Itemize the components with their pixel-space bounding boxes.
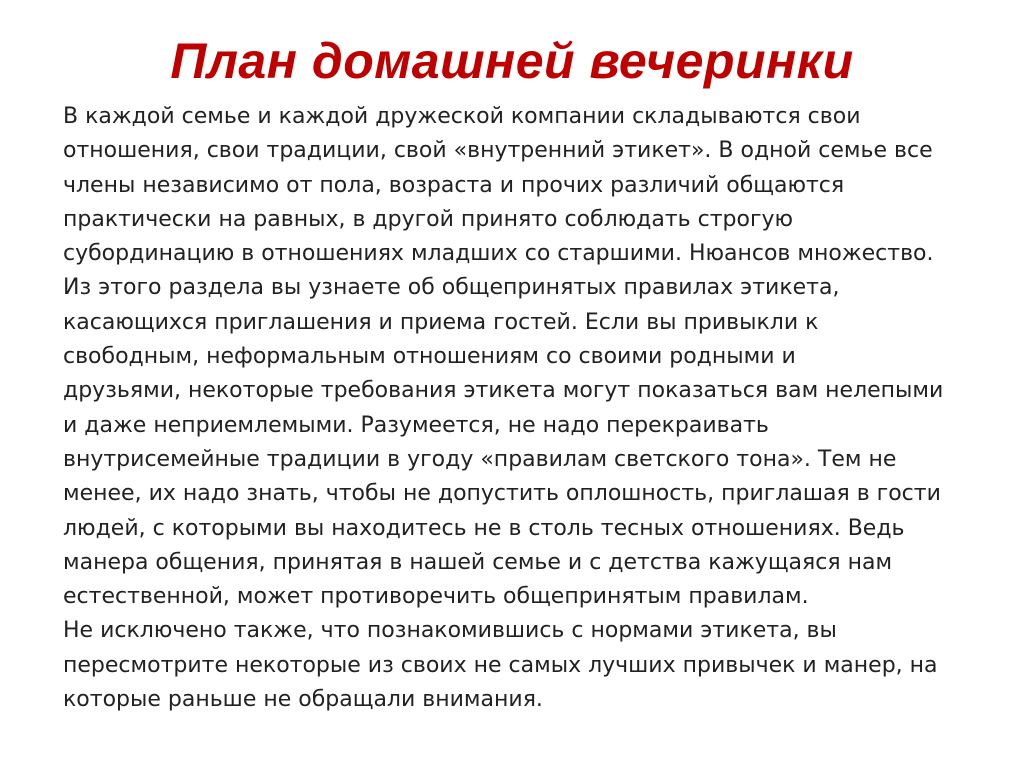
body-line: друзьями, некоторые требования этикета могут показаться вам нелепыми	[63, 378, 944, 404]
body-line: которые раньше не обращали внимания.	[63, 687, 543, 713]
body-line: практически на равных, в другой принято соблюдать строгую	[63, 206, 794, 232]
body-line: члены независимо от пола, возраста и прочих различий общаются	[63, 172, 845, 198]
body-line: Не исключено также, что познакомившись с нормами этикета, вы	[63, 618, 837, 644]
body-line: субординацию в отношениях младших со старшими. Нюансов множество.	[63, 241, 934, 267]
body-line: естественной, может противоречить общепринятым правилам.	[63, 584, 809, 610]
slide-title: План домашней вечеринки	[170, 33, 854, 89]
body-line: пересмотрите некоторые из своих не самых лучших привычек и манер, на	[63, 652, 938, 678]
body-line: Из этого раздела вы узнаете об общепринятых правилах этикета,	[63, 275, 840, 301]
slide-body-text	[63, 100, 978, 717]
body-line: людей, с которыми вы находитесь не в столь тесных отношениях. Ведь	[63, 515, 905, 541]
body-line: свободным, неформальным отношениям со своими родными и	[63, 344, 796, 370]
body-line: и даже неприемлемыми. Разумеется, не надо перекраивать	[63, 412, 769, 438]
body-line: внутрисемейные традиции в угоду «правилам светского тона». Тем не	[63, 446, 897, 472]
body-line: менее, их надо знать, чтобы не допустить оплошность, приглашая в гости	[63, 481, 941, 507]
body-line: манера общения, принятая в нашей семье и с детства кажущаяся нам	[63, 549, 893, 575]
body-line: касающихся приглашения и приема гостей. Если вы привыкли к	[63, 309, 819, 335]
body-line: отношения, свои традиции, свой «внутренний этикет». В одной семье все	[63, 138, 933, 164]
body-line: В каждой семье и каждой дружеской компании складываются свои	[63, 104, 861, 129]
